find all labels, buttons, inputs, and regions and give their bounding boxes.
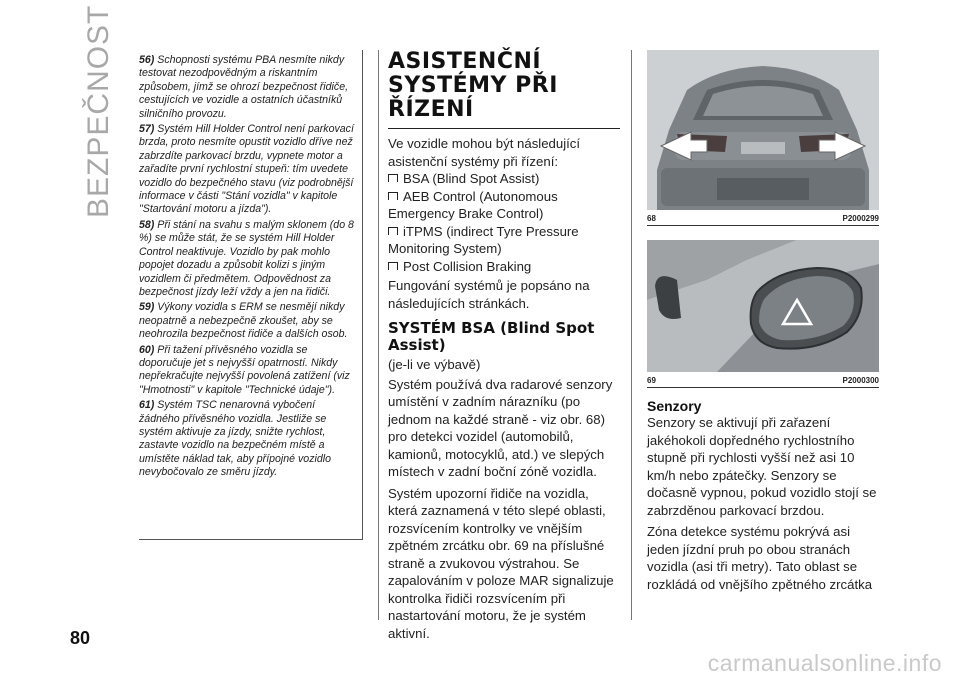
main-column <box>388 50 620 642</box>
page-number: 80 <box>70 628 91 648</box>
equipment-note: (je-li ve výbavě) <box>388 357 481 372</box>
warning-item: 57) Systém Hill Holder Control není parkovací brzda, proto nesmíte opustit vozidlo dříve než zabrzdíte parkovací brzdu, vypnete motor a zařadíte první rychlostní stupeň: tím uvedete vozidlo do bezpečného stavu (viz podrobnější informace v části "Stání vozidla" v kapitole "Startování motoru a jízda"). <box>139 123 354 216</box>
systems-list <box>388 170 620 275</box>
list-item: AEB Control (Autonomous Emergency Brake Control) <box>388 188 558 221</box>
bsa-heading: SYSTÉM BSA (Blind Spot Assist) <box>388 319 595 354</box>
car-rear-illustration <box>647 50 879 210</box>
column-divider <box>631 50 632 620</box>
bsa-paragraph: Systém používá dva radarové senzory umístění v zadním nárazníku (po jednom na každé straně - viz obr. 68) pro detekci vozidel (automobilů, kamionů, motocyklů, atd.) ve slepých místech v zadní boční zóně vozidla. <box>388 376 613 479</box>
warning-item: 61) Systém TSC nenarovná vybočení žádného přívěsného vozidla. Jestliže se systém aktivuje za jízdy, snižte rychlost, zastavte vozidlo na bezpečném místě a umístěte náklad tak, aby přípojné vozidlo nevybočovalo ze směru jízdy. <box>139 399 331 479</box>
list-item: Post Collision Braking <box>388 258 620 276</box>
column-divider <box>378 50 379 620</box>
list-item: iTPMS (indirect Tyre Pressure Monitoring System) <box>388 223 579 256</box>
right-column <box>647 50 879 597</box>
warning-item: 60) Při tažení přívěsného vozidla se doporučuje jet s nejvyšší opatrností. Nikdy nepřekračujte nejvyšší povolená zatížení (viz "Hmotnosti" v kapitole "Technické údaje"). <box>139 343 350 396</box>
chapter-heading: ASISTENČNÍ SYSTÉMY PŘI ŘÍZENÍ <box>388 50 620 129</box>
warning-item: 58) Při stání na svahu s malým sklonem (do 8 %) se může stát, že se systém Hill Holder Control neaktivuje. Vozidlo by pak mohlo popojet dozadu a způsobit kolizi s jiným vozidlem či předmětem. Odpovědnost za bezpečnost jízdy leží vždy a jen na řidiči. <box>139 218 354 298</box>
sensors-heading: Senzory <box>647 398 702 414</box>
bullet-icon <box>388 227 398 235</box>
bsa-paragraph: Systém upozorní řidiče na vozidla, která zaznamená v této slepé oblasti, rozsvícením kontrolky ve vnějším zpětném zrcátku obr. 69 na příslušné straně a zvukovou výstrahou. Se zapalováním v poloze MAR signalizuje kontrolka řidiči rozsvícením při nastartování motoru, že je systém aktivní. <box>388 485 614 641</box>
warnings-box <box>139 50 363 540</box>
list-item: BSA (Blind Spot Assist) <box>388 170 620 188</box>
section-title: BEZPEČNOST <box>82 4 115 218</box>
figure-mirror <box>647 240 879 372</box>
bullet-icon <box>388 262 398 270</box>
sensors-paragraph: Zóna detekce systému pokrývá asi jeden jízdní pruh po obou stranách vozidla (asi tři metry). Tato oblast se rozkládá od vnějšího zpětného zrcátka <box>647 524 873 592</box>
warning-item: 56) Schopnosti systému PBA nesmíte nikdy testovat nezodpovědným a riskantním způsobem, jímž se ohrozí bezpečnost řidiče, cestujících ve vozidle a ostatních účastníků silničního provozu. <box>139 54 349 120</box>
sensors-paragraph: Senzory se aktivují při zařazení jakéhokoli dopředného rychlostního stupně při rychlosti vyšší než asi 10 km/h nebo zpátečky. Senzory se dočasně vypnou, pokud vozidlo stojí se zabrzděnou parkovací brzdou. <box>647 415 877 518</box>
description-paragraph: Fungování systémů je popsáno na následujících stránkách. <box>388 278 590 311</box>
bullet-icon <box>388 192 398 200</box>
figure-caption: 69 P2000300 <box>647 376 879 388</box>
figure-car-rear <box>647 50 879 210</box>
watermark: carmanualsonline.info <box>707 650 942 676</box>
figure-caption: 68 P2000299 <box>647 214 879 226</box>
mirror-illustration <box>647 240 879 372</box>
warning-item: 59) Výkony vozidla s ERM se nesmějí nikdy neopatrně a nebezpečně zkoušet, aby se neohrozila bezpečnost řidiče a dalších osob. <box>139 301 348 341</box>
bullet-icon <box>388 174 398 182</box>
intro-paragraph: Ve vozidle mohou být následující asistenční systémy při řízení: <box>388 136 581 169</box>
